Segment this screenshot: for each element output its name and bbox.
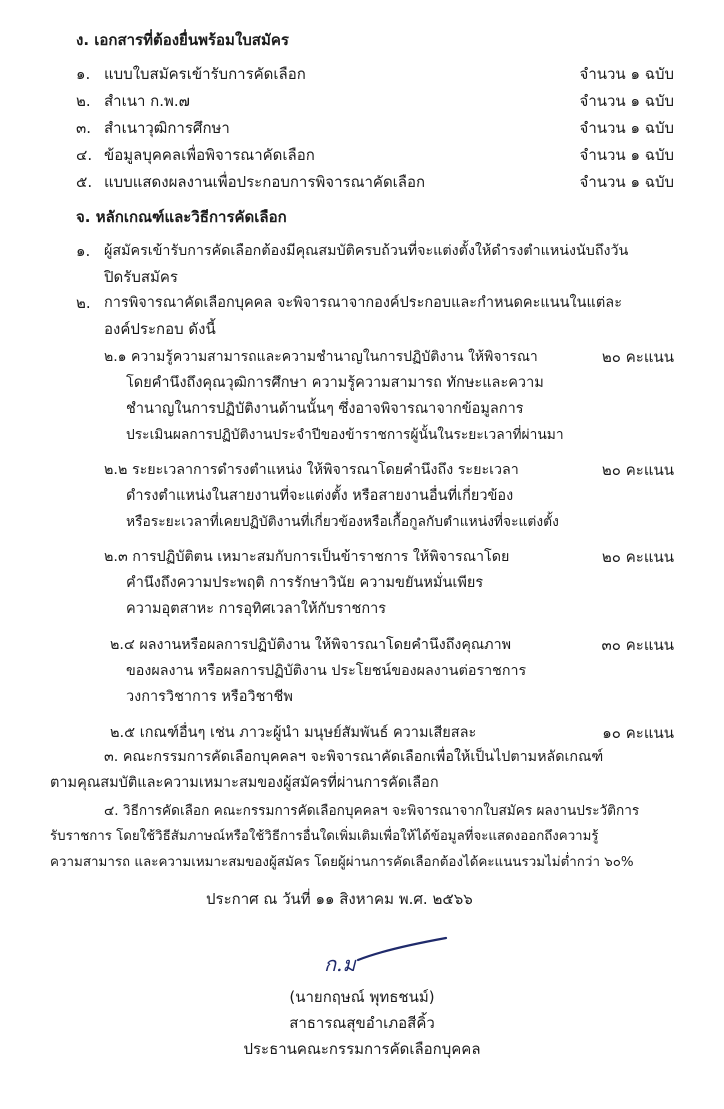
doc-item-text: แบบใบสมัครเข้ารับการคัดเลือก (104, 65, 306, 83)
criterion-text: ประเมินผลการปฏิบัติงานประจำปีของข้าราชการผู้นั้นในระยะเวลาที่ผ่านมา (126, 427, 564, 443)
doc-item-qty: จำนวน ๑ ฉบับ (579, 173, 674, 191)
criterion-text: หรือระยะเวลาที่เคยปฏิบัติงานที่เกี่ยวข้องหรือเกื้อกูลกับตำแหน่งที่จะแต่งตั้ง (126, 514, 559, 530)
doc-item-qty: จำนวน ๑ ฉบับ (579, 146, 674, 164)
criteria-text: การพิจารณาคัดเลือกบุคคล จะพิจารณาจากองค์ประกอบและกำหนดคะแนนในแต่ละ (104, 295, 622, 311)
doc-item-text: ข้อมูลบุคคลเพื่อพิจารณาคัดเลือก (104, 146, 315, 164)
doc-item-num: ๔. (76, 146, 93, 164)
criterion-text: วงการวิชาการ หรือวิชาชีพ (126, 689, 293, 705)
doc-item-text: แบบแสดงผลงานเพื่อประกอบการพิจารณาคัดเลือก (104, 173, 426, 191)
doc-item-num: ๒. (76, 92, 91, 110)
criterion-text: ดำรงตำแหน่งในสายงานที่จะแต่งตั้ง หรือสายงานอื่นที่เกี่ยวข้อง (126, 488, 514, 504)
doc-item-qty: จำนวน ๑ ฉบับ (579, 65, 674, 83)
criterion-text: คำนึงถึงความประพฤติ การรักษาวินัย ความขยันหมั่นเพียร (126, 575, 484, 591)
criterion-text: โดยคำนึงถึงคุณวุฒิการศึกษา ความรู้ความสามารถ ทักษะและความ (126, 375, 544, 391)
announcement-date: ประกาศ ณ วันที่ ๑๑ สิงหาคม พ.ศ. ๒๕๖๖ (206, 890, 473, 908)
section-cho-heading: จ. หลักเกณฑ์และวิธีการคัดเลือก (76, 208, 287, 226)
criteria-text: องค์ประกอบ ดังนี้ (104, 320, 216, 338)
criteria-text: ความสามารถ และความเหมาะสมของผู้สมัคร โดยผู้ผ่านการคัดเลือกต้องได้คะแนนรวมไม่ต่ำกว่า ๖๐% (50, 855, 634, 870)
criteria-text: ตามคุณสมบัติและความเหมาะสมของผู้สมัครที่ผ่านการคัดเลือก (50, 775, 439, 791)
doc-item-qty: จำนวน ๑ ฉบับ (579, 119, 674, 137)
score-criterion-2-3: ๒.๓ การปฏิบัติตน เหมาะสมกับการเป็นข้าราชการ ให้พิจารณาโดย (104, 549, 510, 565)
criteria-text: รับราชการ โดยใช้วิธีสัมภาษณ์หรือใช้วิธีการอื่นใดเพิ่มเติมเพื่อให้ได้ข้อมูลที่จะแสดงออกถึงความรู้ (50, 829, 599, 844)
score-value: ๓๐ คะแนน (601, 636, 674, 654)
score-criterion-2-4: ๒.๔ ผลงานหรือผลการปฏิบัติงาน ให้พิจารณาโดยคำนึงถึงคุณภาพ (110, 637, 512, 653)
signature (318, 930, 458, 980)
signer-name: (นายกฤษณ์ พุทธชนม์) (289, 988, 435, 1006)
doc-item-text: สำเนาวุฒิการศึกษา (104, 119, 230, 137)
doc-item-text: สำเนา ก.พ.๗ (104, 92, 190, 110)
score-criterion-2-2: ๒.๒ ระยะเวลาการดำรงตำแหน่ง ให้พิจารณาโดยคำนึงถึง ระยะเวลา (104, 462, 519, 478)
criteria-text: ปิดรับสมัคร (104, 268, 178, 286)
signer-role: ประธานคณะกรรมการคัดเลือกบุคคล (243, 1040, 481, 1058)
criterion-text: ความอุตสาหะ การอุทิศเวลาให้กับราชการ (126, 601, 387, 617)
section-ng-heading: ง. เอกสารที่ต้องยื่นพร้อมใบสมัคร (76, 31, 289, 49)
criteria-text: ๓. คณะกรรมการคัดเลือกบุคคลฯ จะพิจารณาคัดเลือกเพื่อให้เป็นไปตามหลัดเกณฑ์ (104, 749, 604, 765)
score-criterion-2-1: ๒.๑ ความรู้ความสามารถและความชำนาญในการปฏิบัติงาน ให้พิจารณา (104, 349, 538, 365)
score-value: ๒๐ คะแนน (601, 348, 674, 366)
criterion-text: ของผลงาน หรือผลการปฏิบัติงาน ประโยชน์ของผลงานต่อราชการ (126, 663, 527, 679)
criteria-text: ๔. วิธีการคัดเลือก คณะกรรมการคัดเลือกบุคคลฯ จะพิจารณาจากใบสมัคร ผลงานประวัติการ (104, 803, 640, 819)
signature-mark: ก.ม (324, 952, 356, 976)
criteria-num: ๑. (76, 242, 91, 260)
criteria-num: ๒. (76, 294, 91, 312)
score-value: ๒๐ คะแนน (601, 548, 674, 566)
score-value: ๑๐ คะแนน (602, 724, 674, 742)
doc-item-num: ๑. (76, 65, 91, 83)
doc-item-num: ๕. (76, 173, 93, 191)
score-value: ๒๐ คะแนน (601, 461, 674, 479)
doc-item-qty: จำนวน ๑ ฉบับ (579, 92, 674, 110)
criterion-text: ชำนาญในการปฏิบัติงานด้านนั้นๆ ซึ่งอาจพิจารณาจากข้อมูลการ (126, 401, 524, 417)
score-criterion-2-5: ๒.๕ เกณฑ์อื่นๆ เช่น ภาวะผู้นำ มนุษย์สัมพันธ์ ความเสียสละ (110, 725, 477, 741)
doc-item-num: ๓. (76, 119, 92, 137)
criteria-text: ผู้สมัครเข้ารับการคัดเลือกต้องมีคุณสมบัติครบถ้วนที่จะแต่งตั้งให้ดำรงตำแหน่งนับถึงวัน (104, 243, 629, 259)
signer-position: สาธารณสุขอำเภอสีคิ้ว (289, 1014, 435, 1032)
